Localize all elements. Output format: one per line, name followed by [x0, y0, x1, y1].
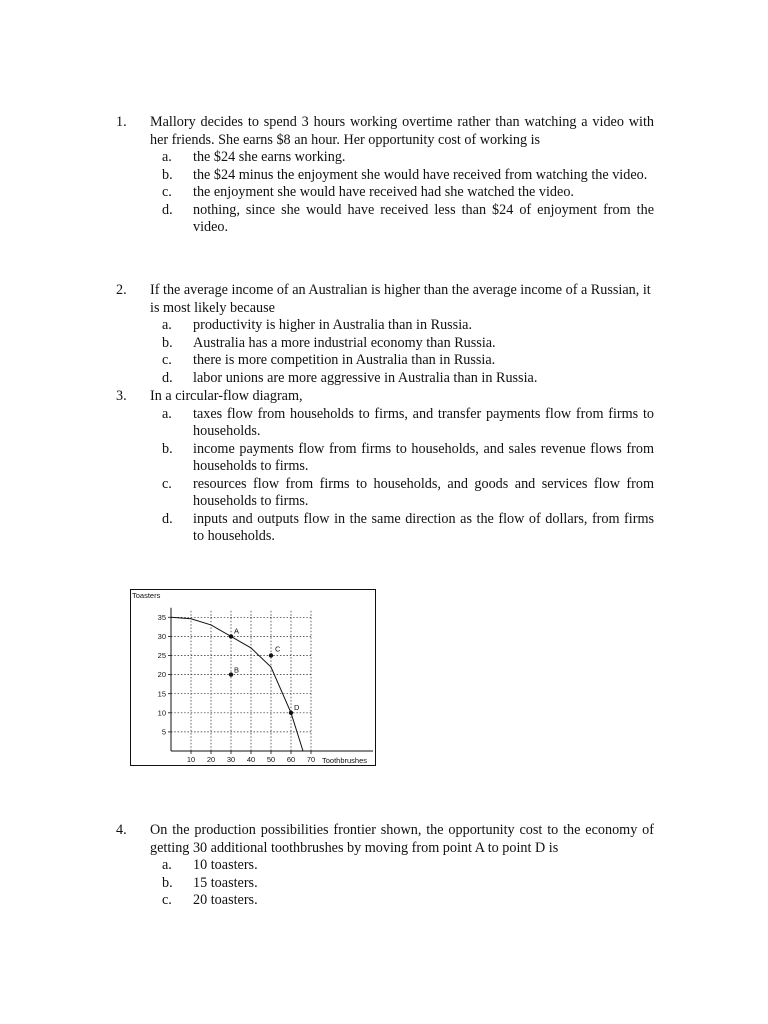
option-text: labor unions are more aggressive in Australia than in Russia. — [193, 369, 538, 386]
option-letter: a. — [162, 857, 172, 873]
answer-option — [116, 857, 654, 875]
y-tick-label: 35 — [157, 612, 166, 622]
question-number: 2. — [116, 282, 127, 298]
question-text: In a circular-flow diagram, — [150, 388, 303, 404]
option-letter: c. — [162, 475, 172, 492]
y-tick-label: 15 — [157, 689, 166, 699]
option-text: the $24 minus the enjoyment she would have received from watching the video. — [193, 166, 648, 183]
option-letter: a. — [162, 149, 172, 165]
y-tick-label: 10 — [157, 708, 166, 718]
x-tick-label: 70 — [306, 755, 316, 764]
answer-option — [116, 892, 654, 910]
answer-option — [116, 167, 654, 185]
answer-option — [116, 335, 654, 353]
option-text: Australia has a more industrial economy than Russia. — [193, 334, 496, 351]
option-letter: b. — [162, 440, 173, 457]
option-text: 10 toasters. — [193, 857, 258, 873]
option-text: nothing, since she would have received less than $24 of enjoyment from the video. — [193, 201, 654, 235]
option-text: 15 toasters. — [193, 874, 258, 891]
option-letter: b. — [162, 874, 173, 891]
answer-option — [116, 406, 654, 441]
x-tick-label: 40 — [246, 755, 256, 764]
point-d-label: D — [294, 702, 300, 712]
answer-option — [116, 317, 654, 335]
answer-option — [116, 441, 654, 476]
x-tick-label: 10 — [186, 755, 196, 764]
ppf-chart — [130, 589, 376, 766]
point-d-marker — [289, 711, 293, 715]
option-letter: d. — [162, 369, 173, 386]
y-tick-label: 30 — [157, 632, 166, 641]
answer-option — [116, 352, 654, 370]
x-tick-label: 50 — [266, 755, 276, 764]
question-stem — [116, 114, 654, 149]
question-2 — [116, 282, 654, 387]
option-text: the enjoyment she would have received had she watched the video. — [193, 184, 574, 200]
option-letter: a. — [162, 405, 172, 422]
y-tick-label: 20 — [157, 670, 166, 680]
point-a-label: A — [234, 626, 240, 636]
answer-option — [116, 476, 654, 511]
question-number: 4. — [116, 822, 127, 838]
answer-option — [116, 511, 654, 546]
option-text: inputs and outputs flow in the same direction as the flow of dollars, from firms to households. — [193, 510, 654, 544]
option-letter: c. — [162, 352, 172, 368]
chart-border — [131, 590, 376, 766]
question-3 — [116, 388, 654, 546]
answer-option — [116, 149, 654, 167]
option-letter: d. — [162, 201, 173, 218]
option-text: there is more competition in Australia than in Russia. — [193, 352, 496, 368]
answer-option — [116, 202, 654, 237]
y-tick-label: 25 — [157, 651, 166, 661]
option-letter: b. — [162, 334, 173, 351]
answer-option — [116, 370, 654, 388]
question-text: If the average income of an Australian is higher than the average income of a Russian, it is most likely because — [150, 282, 651, 316]
question-number: 3. — [116, 388, 127, 404]
question-number: 1. — [116, 114, 127, 130]
point-b-marker — [229, 672, 233, 676]
option-text: productivity is higher in Australia than in Russia. — [193, 317, 472, 333]
option-text: 20 toasters. — [193, 892, 258, 908]
x-axis-title: Toothbrushes — [322, 756, 368, 765]
option-letter: c. — [162, 892, 172, 908]
option-text: taxes flow from households to firms, and transfer payments flow from firms to households. — [193, 405, 654, 439]
option-text: the $24 she earns working. — [193, 149, 346, 165]
option-letter: d. — [162, 510, 173, 527]
option-letter: a. — [162, 317, 172, 333]
option-letter: c. — [162, 184, 172, 200]
ppf-chart-svg — [130, 589, 376, 766]
question-text: On the production possibilities frontier shown, the opportunity cost to the economy of getting 30 additional toothbrushes by moving from point A to point D is — [150, 822, 654, 856]
answer-option — [116, 875, 654, 893]
x-tick-label: 60 — [286, 755, 296, 764]
question-stem — [116, 822, 654, 857]
point-b-label: B — [234, 665, 240, 675]
question-stem — [116, 282, 654, 317]
question-1 — [116, 114, 654, 237]
y-tick-label: 5 — [161, 727, 166, 737]
y-axis-title: Toasters — [132, 591, 161, 600]
x-tick-label: 30 — [226, 755, 236, 764]
point-c-label: C — [275, 644, 281, 654]
option-letter: b. — [162, 166, 173, 183]
question-text: Mallory decides to spend 3 hours working overtime rather than watching a video with her friends. She earns $8 an hour. Her opportunity cost of working is — [150, 114, 654, 148]
x-tick-label: 20 — [206, 755, 216, 764]
question-4 — [116, 822, 654, 910]
point-c-marker — [269, 653, 273, 657]
option-text: income payments flow from firms to households, and sales revenue flows from households to firms. — [193, 440, 654, 474]
question-stem — [116, 388, 654, 406]
answer-option — [116, 184, 654, 202]
option-text: resources flow from firms to households, and goods and services flow from households to firms. — [193, 475, 654, 509]
point-a-marker — [229, 634, 233, 638]
